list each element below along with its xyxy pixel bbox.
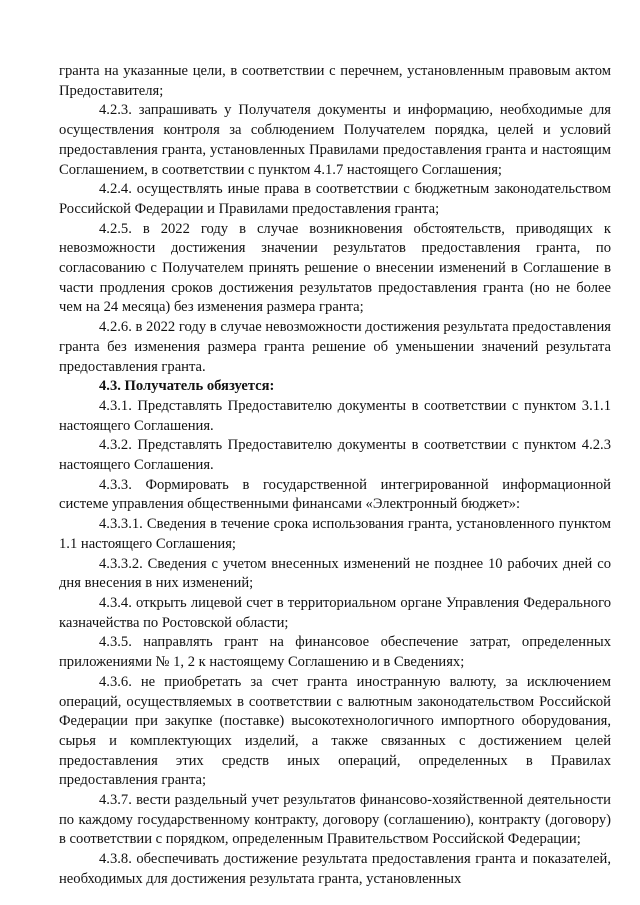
paragraph: гранта на указанные цели, в соответствии с перечнем, установленным правовым актом Предоставителя; xyxy=(59,63,611,99)
document-page xyxy=(59,62,611,890)
paragraph: 4.2.4. осуществлять иные права в соответствии с бюджетным законодательством Российской Федерации и Правилами предоставления гранта; xyxy=(59,181,611,217)
section-heading: 4.3. Получатель обязуется: xyxy=(99,378,275,395)
paragraph: 4.3.4. открыть лицевой счет в территориальном органе Управления Федерального казначейства по Ростовской области; xyxy=(59,594,611,631)
paragraph: 4.2.3. запрашивать у Получателя документы и информацию, необходимые для осуществления контроля за соблюдением Получателем порядка, целей и условий предоставления гранта, установленных Правилами предоставления гранта и настоящим Соглашением, в соответствии с пунктом 4.1.7 настоящего Соглашения; xyxy=(59,102,611,178)
paragraph: 4.3.3.2. Сведения с учетом внесенных изменений не позднее 10 рабочих дней со дня внесения в них изменений; xyxy=(59,555,611,592)
paragraph: 4.3.3. Формировать в государственной интегрированной информационной системе управления общественными финансами «Электронный бюджет»: xyxy=(59,476,611,513)
paragraph: 4.3.2. Представлять Предоставителю документы в соответствии с пунктом 4.2.3 настоящего Соглашения. xyxy=(59,437,611,474)
paragraph: 4.3.1. Представлять Предоставителю документы в соответствии с пунктом 3.1.1 настоящего Соглашения. xyxy=(59,397,611,434)
paragraph: 4.3.6. не приобретать за счет гранта иностранную валюту, за исключением операций, осуществляемых в соответствии с валютным законодательством Российской Федерации при закупке (поставке) высокотехнологичного импортного оборудования, сырья и комплектующих изделий, а также связанных с достижением целей предоставления этих средств иных операций, определенных в Правилах предоставления гранта; xyxy=(59,673,611,789)
paragraph: 4.3.5. направлять грант на финансовое обеспечение затрат, определенных приложениями № 1, 2 к настоящему Соглашению и в Сведениях; xyxy=(59,634,611,671)
paragraph: 4.2.5. в 2022 году в случае возникновения обстоятельств, приводящих к невозможности достижения значении результатов предоставления гранта, по согласованию с Получателем принять решение о внесении изменений в Соглашение в части продления сроков достижения результатов предоставления гранта (но не более чем на 24 месяца) без изменения размера гранта; xyxy=(59,220,611,316)
paragraph: 4.3.7. вести раздельный учет результатов финансово-хозяйственной деятельности по каждому государственному контракту, договору (соглашению), контракту (договору) в соответствии с порядком, определенным Правительством Российской Федерации; xyxy=(59,792,611,848)
paragraph: 4.2.6. в 2022 году в случае невозможности достижения результата предоставления гранта без изменения размера гранта решение об уменьшении значений результата предоставления гранта. xyxy=(59,319,611,375)
paragraph: 4.3.3.1. Сведения в течение срока использования гранта, установленного пунктом 1.1 настоящего Соглашения; xyxy=(59,516,611,552)
paragraph: 4.3.8. обеспечивать достижение результата предоставления гранта и показателей, необходимых для достижения результата гранта, установленных xyxy=(59,851,611,887)
